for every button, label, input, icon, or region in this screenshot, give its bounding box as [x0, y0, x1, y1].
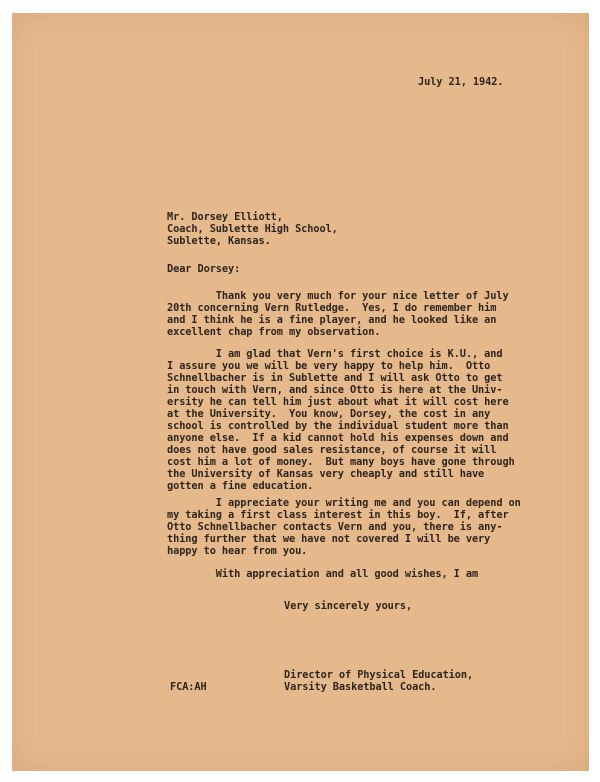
address-line-title: Coach, Sublette High School,	[167, 223, 338, 235]
paragraph-line: Otto Schnellbacher contacts Vern and you, there is any-	[167, 521, 503, 533]
paragraph-line: anyone else. If a kid cannot hold his expenses down and	[167, 432, 509, 444]
paragraph-line: Thank you very much for your nice letter of July	[167, 290, 509, 302]
address-line-name: Mr. Dorsey Elliott,	[167, 211, 283, 223]
typist-initials: FCA:AH	[170, 681, 207, 693]
paragraph-line: the University of Kansas very cheaply and still have	[167, 468, 485, 480]
paragraph-line: thing further that we have not covered I will be very	[167, 533, 491, 545]
paragraph-line: in touch with Vern, and since Otto is here at the Univ-	[167, 384, 503, 396]
signature-block	[284, 669, 473, 693]
paragraph-line: gotten a fine education.	[167, 480, 314, 492]
paragraph-line: excellent chap from my observation.	[167, 326, 381, 338]
paragraph-line: school is controlled by the individual student more than	[167, 420, 509, 432]
paragraph-line: cost him a lot of money. But many boys have gone through	[167, 456, 515, 468]
paragraph-line: I assure you we will be very happy to help him. Otto	[167, 360, 491, 372]
signature-subtitle: Varsity Basketball Coach.	[284, 681, 437, 693]
paragraph-1	[167, 290, 509, 338]
paragraph-3	[167, 497, 521, 557]
paragraph-line: I appreciate your writing me and you can depend on	[167, 497, 521, 509]
paragraph-line: ersity he can tell him just about what it will cost here	[167, 396, 509, 408]
paragraph-line: and I think he is a fine player, and he looked like an	[167, 314, 497, 326]
paragraph-line: does not have good sales resistance, of course it will	[167, 444, 497, 456]
recipient-address	[167, 211, 338, 247]
paragraph-2	[167, 348, 515, 492]
paragraph-line: my taking a first class interest in this boy. If, after	[167, 509, 509, 521]
paragraph-line: 20th concerning Vern Rutledge. Yes, I do remember him	[167, 302, 497, 314]
paragraph-line: happy to hear from you.	[167, 545, 308, 557]
letter-date: July 21, 1942.	[418, 76, 504, 88]
paragraph-line: Schnellbacher is in Sublette and I will ask Otto to get	[167, 372, 503, 384]
complimentary-close	[284, 600, 412, 612]
salutation: Dear Dorsey:	[167, 263, 241, 275]
closing-sentence: With appreciation and all good wishes, I am	[167, 568, 479, 580]
closing-text: Very sincerely yours,	[284, 600, 413, 612]
signature-title: Director of Physical Education,	[284, 669, 474, 681]
address-line-city: Sublette, Kansas.	[167, 235, 271, 247]
paragraph-line: I am glad that Vern's first choice is K.U., and	[167, 348, 503, 360]
letter-page	[12, 13, 589, 771]
paragraph-line: at the University. You know, Dorsey, the cost in any	[167, 408, 491, 420]
